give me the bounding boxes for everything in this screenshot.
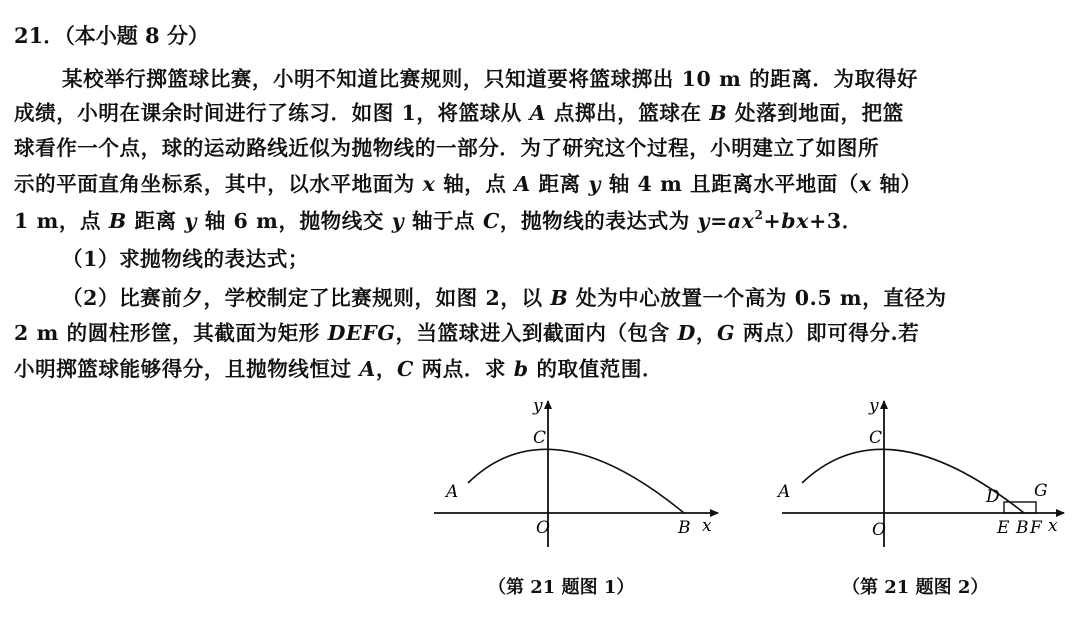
figure-1-caption: （第 21 题图 1） (488, 577, 635, 598)
question-2-line-3: 小明掷篮球能够得分，且抛物线恒过 A，C 两点．求 b 的取值范围． (14, 357, 664, 381)
problem-line-2: 成绩，小明在课余时间进行了练习．如图 1，将篮球从 A 点掷出，篮球在 B 处落到地面，把篮 (14, 101, 904, 125)
y-axis-label: y (533, 396, 543, 416)
point-f-label: F (1030, 518, 1042, 538)
problem-line-1: 某校举行掷篮球比赛，小明不知道比赛规则，只知道要将篮球掷出 10 m 的距离．为取得好 (62, 67, 918, 91)
point-b-label: B (678, 518, 691, 538)
figure-2-caption: （第 21 题图 2） (842, 577, 989, 598)
point-c-label: C (533, 428, 547, 448)
problem-line-3: 球看作一个点，球的运动路线近似为抛物线的一部分．为了研究这个过程，小明建立了如图所 (14, 136, 880, 160)
question-2-line-1: （2）比赛前夕，学校制定了比赛规则，如图 2，以 B 处为中心放置一个高为 0.5 m，直径为 (62, 286, 947, 310)
problem-line-4: 示的平面直角坐标系，其中，以水平地面为 x 轴，点 A 距离 y 轴 4 m 且距离水平地面（x 轴） (14, 172, 922, 196)
problem-header: 21．（本小题 8 分） (14, 23, 209, 48)
parabola-curve (468, 449, 684, 513)
x-axis-label: x (1048, 516, 1058, 536)
figure-2 (762, 395, 1074, 555)
point-c-label: C (869, 428, 883, 448)
point-d-label: D (986, 487, 1000, 507)
point-a-label: A (778, 482, 791, 502)
point-a-label: A (446, 482, 459, 502)
x-axis-label: x (702, 516, 712, 536)
question-1: （1）求抛物线的表达式； (62, 247, 309, 271)
point-e-label: E (997, 518, 1010, 538)
question-2-line-2: 2 m 的圆柱形筐，其截面为矩形 DEFG，当篮球进入到截面内（包含 D，G 两点）即可得分.若 (14, 321, 920, 345)
figure-1 (430, 395, 730, 555)
problem-line-5: 1 m，点 B 距离 y 轴 6 m，抛物线交 y 轴于点 C，抛物线的表达式为 $y=ax^2+bx+3$． (14, 208, 863, 233)
origin-label: O (872, 520, 886, 540)
point-b-label: B (1016, 518, 1029, 538)
point-g-label: G (1034, 481, 1048, 501)
origin-label: O (536, 518, 550, 538)
y-axis-label: y (869, 396, 879, 416)
basket-rectangle-defg (1004, 502, 1036, 513)
